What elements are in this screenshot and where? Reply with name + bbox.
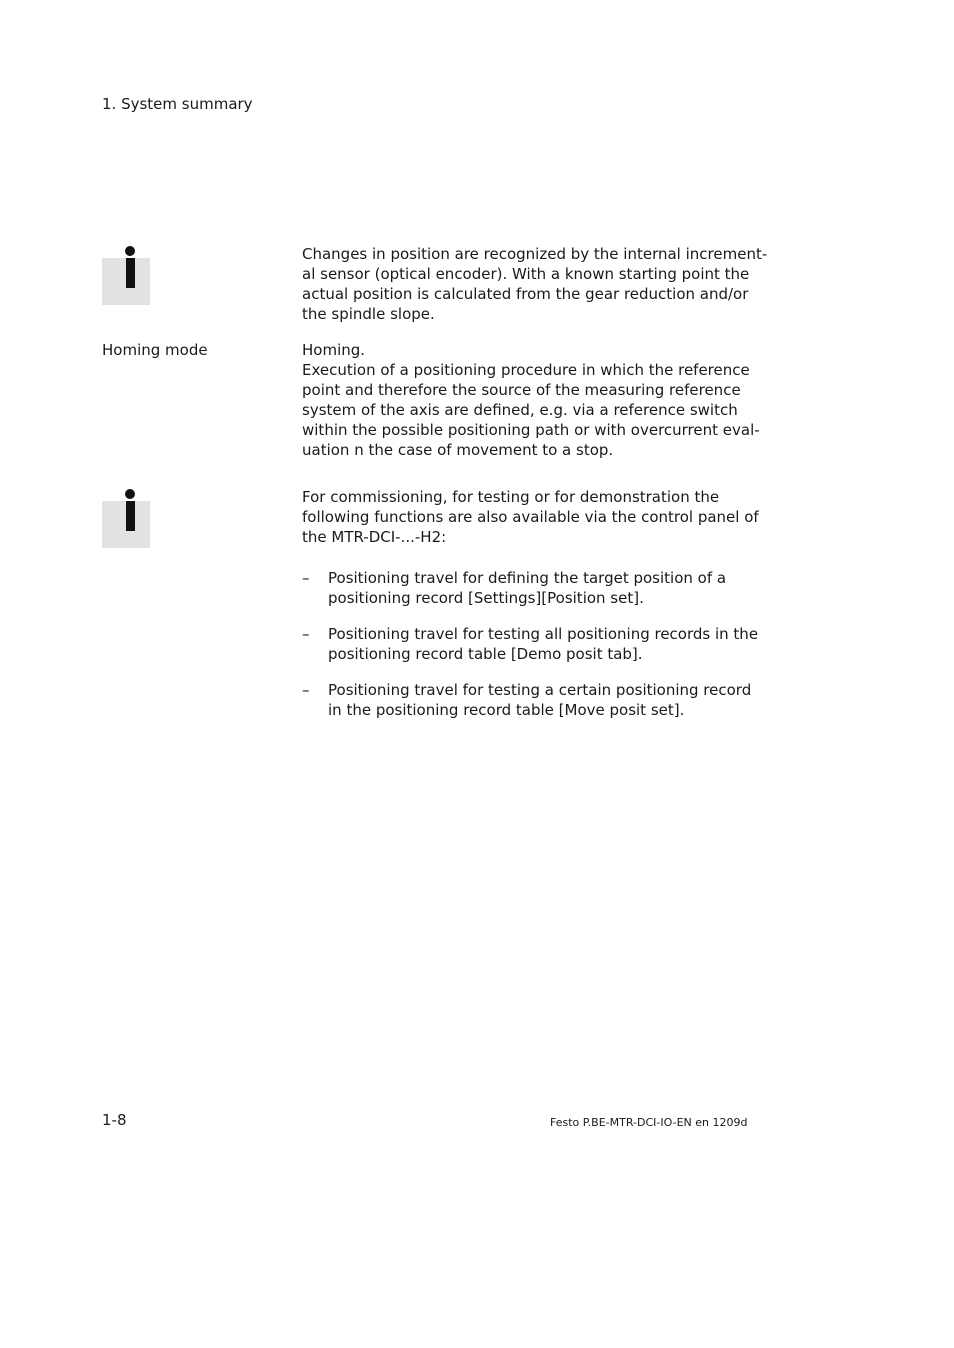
text-line: the spindle slope. xyxy=(302,305,435,323)
chapter-header: 1. System summary xyxy=(102,95,253,113)
note-paragraph xyxy=(302,487,759,547)
text-line: Changes in position are recognized by the internal increment- xyxy=(302,245,768,263)
text-line: system of the axis are defined, e.g. via a reference switch xyxy=(302,401,738,419)
text-line: Positioning travel for testing all positioning records in the xyxy=(328,625,759,643)
text-line: For commissioning, for testing or for demonstration the xyxy=(302,488,720,506)
text-line: actual position is calculated from the gear reduction and/or xyxy=(302,285,749,303)
info-icon xyxy=(102,246,150,305)
document-reference: Festo P.BE-MTR-DCI-IO-EN en 1209d xyxy=(550,1116,748,1129)
text-line: Execution of a positioning procedure in which the reference xyxy=(302,361,750,379)
text-line: uation n the case of movement to a stop. xyxy=(302,441,614,459)
text-line: in the positioning record table [Move posit set]. xyxy=(328,701,685,719)
text-line: al sensor (optical encoder). With a known starting point the xyxy=(302,265,750,283)
text-line: within the possible positioning path or with overcurrent eval- xyxy=(302,421,760,439)
info-icon xyxy=(102,489,150,548)
homing-mode-label: Homing mode xyxy=(102,341,208,359)
text-line: Homing. xyxy=(302,341,366,359)
bullet-dash: – xyxy=(302,569,310,587)
bullet-dash: – xyxy=(302,625,310,643)
text-line: the MTR-DCI-...-H2: xyxy=(302,528,447,546)
bullet-dash: – xyxy=(302,681,310,699)
list-item xyxy=(328,624,759,664)
list-item xyxy=(328,568,748,608)
list-item xyxy=(328,680,752,720)
text-line: Positioning travel for testing a certain positioning record xyxy=(328,681,752,699)
text-line: point and therefore the source of the measuring reference xyxy=(302,381,741,399)
text-line: following functions are also available via the control panel of xyxy=(302,508,759,526)
page-number: 1-8 xyxy=(102,1111,127,1129)
note-paragraph xyxy=(302,244,768,324)
text-line: positioning record [Settings][Position set]. xyxy=(328,589,644,607)
text-line: positioning record table [Demo posit tab]. xyxy=(328,645,643,663)
text-line: Positioning travel for defining the target position of a xyxy=(328,569,727,587)
homing-definition xyxy=(302,340,760,460)
